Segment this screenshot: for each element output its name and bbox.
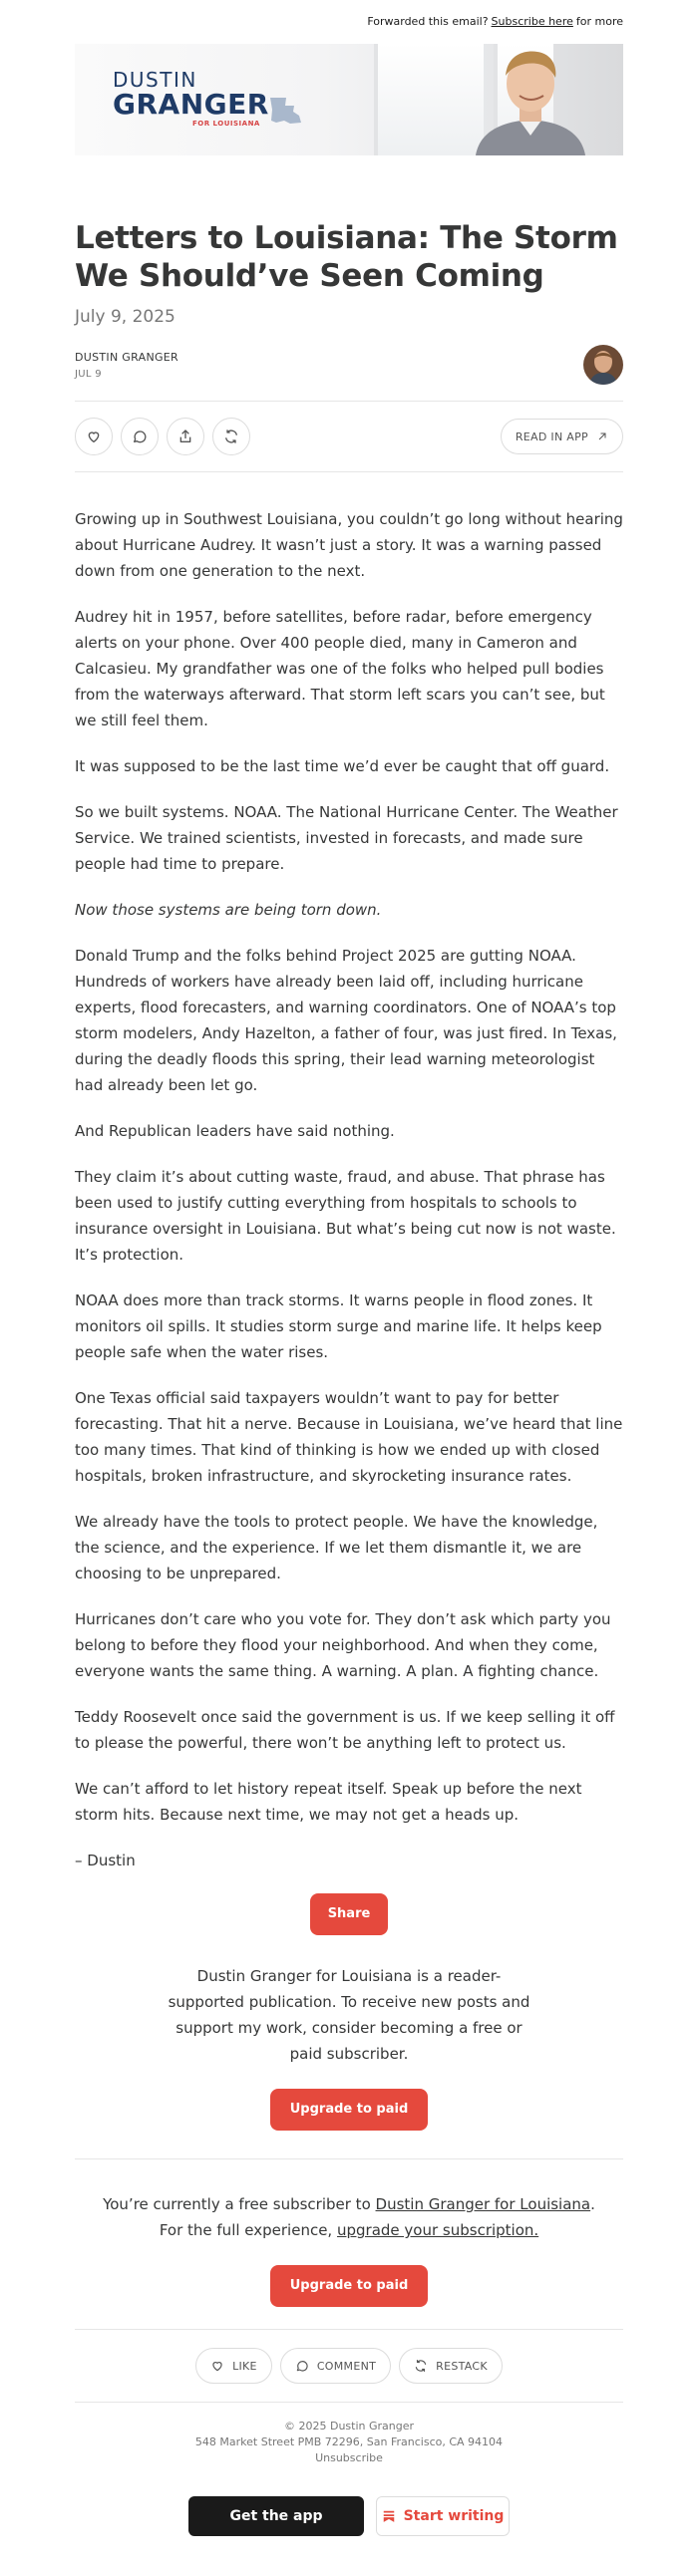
restack-icon [223,429,239,444]
body-paragraph: Donald Trump and the folks behind Project 2025 are gutting NOAA. Hundreds of workers have already been laid off, including hurricane experts, flood forecasters, and warning coordinators. One of NOAA’s top storm modelers, Andy Hazelton, a father of four, was just fired. In Texas, during the deadly floods this spring, their lead warning meteorologist had already been let go. [75,947,617,1094]
logo-first-name: DUSTIN [113,68,197,92]
author-date: JUL 9 [75,368,102,380]
restack-pill-button[interactable] [399,2348,503,2384]
comment-button[interactable] [121,418,159,455]
author-name[interactable]: DUSTIN GRANGER [75,350,178,364]
body-paragraph: NOAA does more than track storms. It warns people in flood zones. It monitors oil spills. It studies storm surge and marine life. It helps keep people safe when the water rises. [75,1291,602,1361]
comment-pill-button[interactable] [280,2348,391,2384]
signature: – Dustin [75,1852,136,1869]
restack-button[interactable] [212,418,250,455]
start-writing-label: Start writing [403,2508,505,2524]
upgrade-to-paid-button[interactable]: Upgrade to paid [270,2089,429,2131]
body-paragraph: Teddy Roosevelt once said the government is us. If we keep selling it off to please the powerful, there won’t be anything left to protect us. [75,1708,615,1752]
divider [75,2158,623,2159]
comment-label: COMMENT [316,2359,377,2373]
body-paragraph: It was supposed to be the last time we’d ever be caught that off guard. [75,757,610,775]
free-note-middle: . For the full experience, [159,2195,595,2239]
post-action-bar [75,401,623,472]
mailing-address: 548 Market Street PMB 72296, San Francisco, CA 94104 [194,2435,504,2448]
upgrade-to-paid-button-2[interactable]: Upgrade to paid [270,2265,429,2307]
post-date: July 9, 2025 [75,307,175,327]
heart-icon [210,2359,224,2373]
byline [75,345,623,385]
free-subscriber-note [100,2191,598,2243]
like-pill-button[interactable] [195,2348,272,2384]
logo-tagline: FOR LOUISIANA [192,120,260,128]
body-paragraph: Hurricanes don’t care who you vote for. They don’t ask which party you belong to before they flood your neighborhood. And when they come, everyone wants the same thing. A warning. A plan. A fighting chance. [75,1610,611,1680]
post-title: Letters to Louisiana: The Storm We Should’ve Seen Coming [75,220,618,294]
get-the-app-button[interactable]: Get the app [188,2496,364,2536]
start-writing-button[interactable] [376,2496,510,2536]
body-paragraph: Growing up in Southwest Louisiana, you couldn’t go long without hearing about Hurricane Audrey. It wasn’t just a story. It was a warning passed down from one generation to the next. [75,510,623,580]
unsubscribe-link[interactable]: Unsubscribe [315,2451,383,2464]
substack-icon [382,2509,396,2523]
header-banner[interactable] [75,44,623,155]
engagement-bar [75,2330,623,2402]
publication-link[interactable]: Dustin Granger for Louisiana [375,2195,591,2213]
comment-icon [295,2359,309,2373]
logo-last-name: GRANGER [113,88,269,121]
footer-cta [75,2496,623,2536]
forwarded-suffix: for more [575,14,623,28]
body-paragraph: And Republican leaders have said nothing. [75,1122,395,1140]
free-note-prefix: You’re currently a free subscriber to [103,2195,371,2213]
share-button[interactable] [167,418,204,455]
avatar[interactable] [583,345,623,385]
restack-icon [414,2359,428,2373]
read-in-app-button[interactable] [501,419,623,454]
copyright: © 2025 Dustin Granger [283,2420,415,2433]
post-body [75,506,623,1873]
divider [75,2402,623,2403]
publication-logo [113,70,269,128]
upgrade-subscription-link[interactable]: upgrade your subscription. [336,2221,539,2239]
body-paragraph: They claim it’s about cutting waste, fraud, and abuse. That phrase has been used to justify cutting everything from hospitals to schools to insurance oversight in Louisiana. But what’s being cut now is not waste. It’s protection. [75,1168,616,1264]
candidate-photo [456,44,605,155]
support-message: Dustin Granger for Louisiana is a reader-supported publication. To receive new posts and support my work, consider becoming a free or paid subscriber. [168,1967,530,2063]
like-button[interactable] [75,418,113,455]
external-arrow-icon [596,430,608,442]
read-in-app-label: READ IN APP [515,429,588,443]
louisiana-map-icon [268,96,302,126]
share-icon [177,429,193,444]
body-paragraph: Audrey hit in 1957, before satellites, before radar, before emergency alerts on your phone. Over 400 people died, many in Cameron and Calcasieu. My grandfather was one of the folks who helped pull bodies from the waterways afterward. That storm left scars you can’t see, but we still feel them. [75,608,605,729]
forwarded-bar [0,0,698,42]
restack-label: RESTACK [436,2359,488,2373]
heart-icon [86,429,102,444]
body-paragraph: So we built systems. NOAA. The National Hurricane Center. The Weather Service. We trained scientists, invested in forecasts, and made sure people had time to prepare. [75,803,618,873]
body-paragraph: We can’t afford to let history repeat itself. Speak up before the next storm hits. Because next time, we may not get a heads up. [75,1780,582,1824]
footer [75,2419,623,2466]
forwarded-prefix: Forwarded this email? [367,14,489,28]
body-paragraph: We already have the tools to protect people. We have the knowledge, the science, and the experience. If we let them dismantle it, we are choosing to be unprepared. [75,1513,598,1582]
comment-icon [132,429,148,444]
body-paragraph-italic: Now those systems are being torn down. [75,901,382,919]
subscribe-link[interactable]: Subscribe here [491,14,573,28]
body-paragraph: One Texas official said taxpayers wouldn’t want to pay for better forecasting. That hit a nerve. Because in Louisiana, we’ve heard that line too many times. That kind of thinking is how we ended up with closed hospitals, broken infrastructure, and skyrocketing insurance rates. [75,1389,623,1485]
share-post-button[interactable]: Share [310,1893,389,1935]
like-label: LIKE [232,2359,257,2373]
